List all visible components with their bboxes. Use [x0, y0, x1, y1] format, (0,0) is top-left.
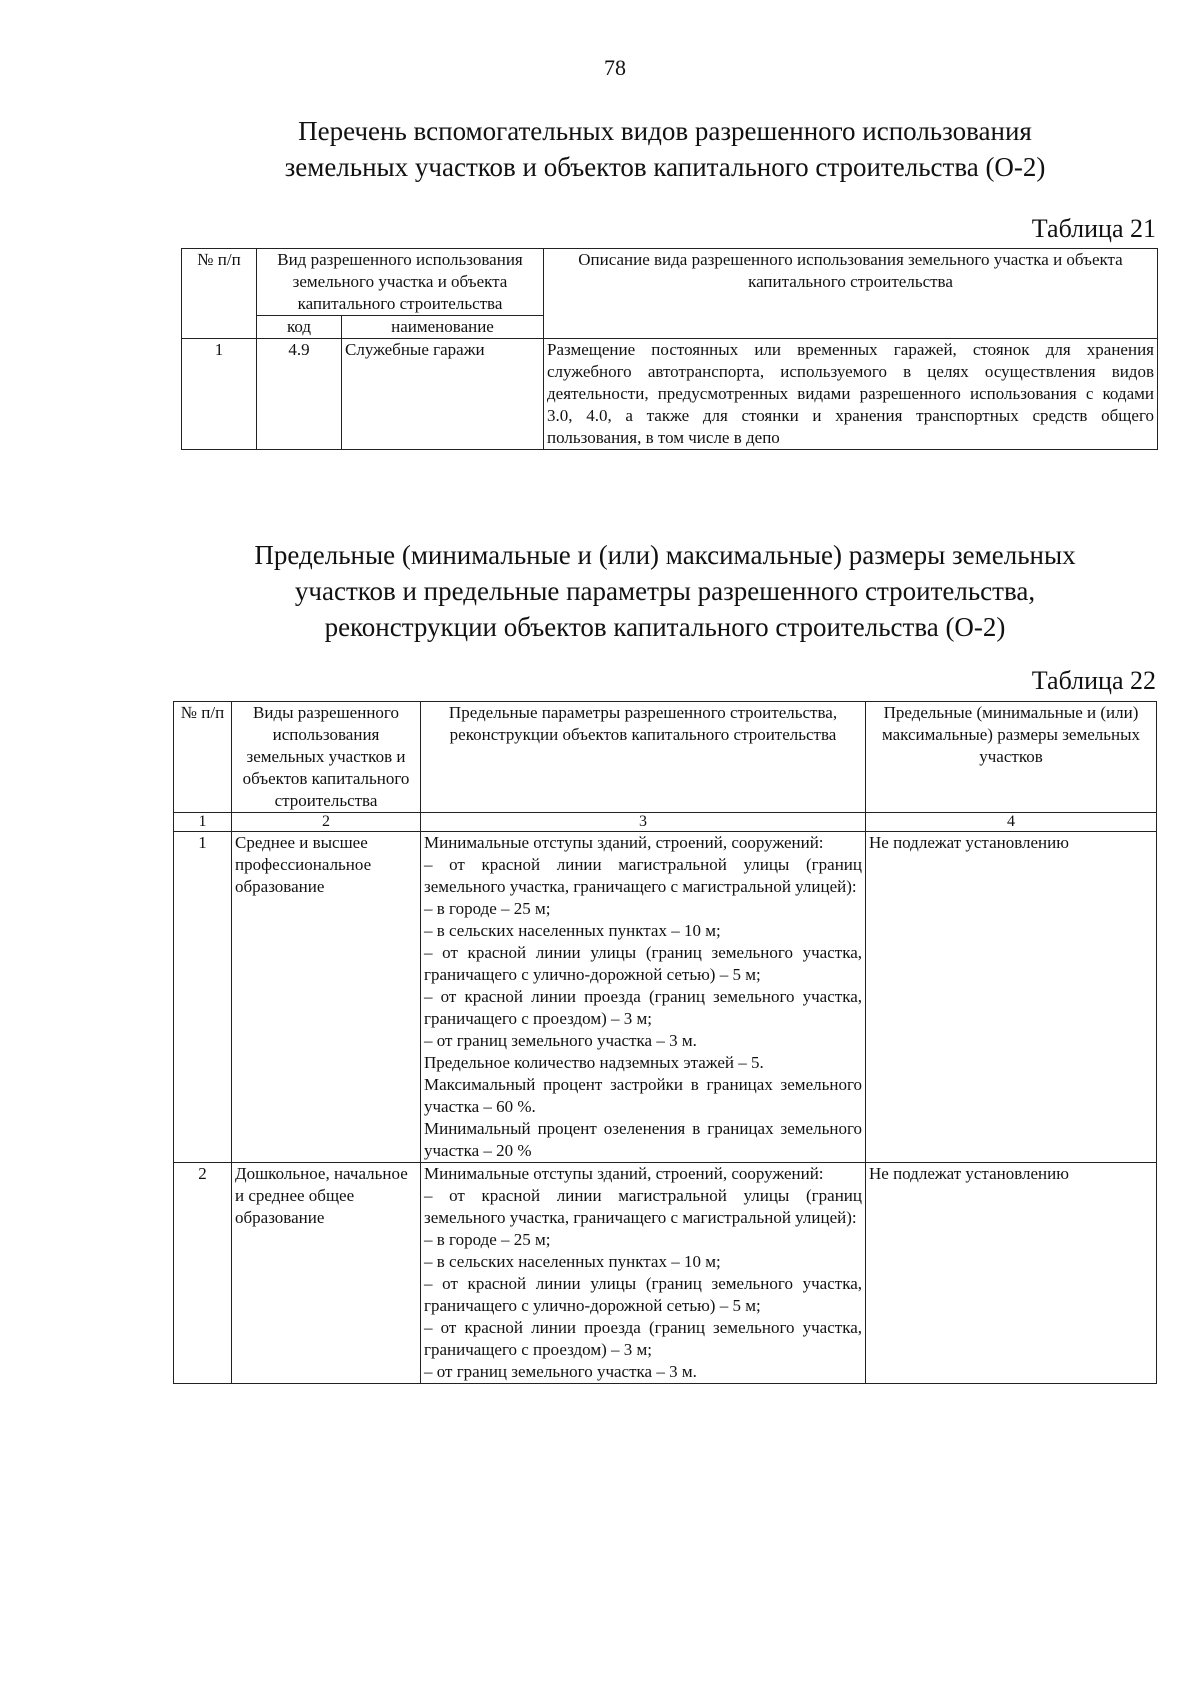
param-line: – от границ земельного участка – 3 м. [424, 1362, 697, 1381]
param-line: Минимальный процент озеленения в границах земельного участка – 20 % [424, 1119, 862, 1160]
title-line: реконструкции объектов капитального строительства (О-2) [324, 612, 1006, 642]
page-number: 78 [604, 55, 626, 80]
column-number: 2 [232, 813, 421, 832]
table-header-row [182, 249, 1158, 316]
row-sizes: Не подлежат установлению [866, 832, 1157, 1163]
column-numbers-row [174, 813, 1157, 832]
section-title-limits [170, 537, 1160, 645]
row-sizes: Не подлежат установлению [866, 1163, 1157, 1384]
header-num: № п/п [182, 249, 257, 339]
param-line: – от красной линии магистральной улицы (границ земельного участка, граничащего с магистральной улицей): [424, 1186, 862, 1227]
param-line: – от красной линии проезда (границ земельного участка, граничащего с проездом) – 3 м; [424, 1318, 862, 1359]
param-line: – в сельских населенных пунктах – 10 м; [424, 921, 721, 940]
column-number: 1 [174, 813, 232, 832]
title-line: земельных участков и объектов капитального строительства (О-2) [284, 152, 1046, 182]
column-number: 3 [421, 813, 866, 832]
title-line: участков и предельные параметры разрешенного строительства, [294, 576, 1036, 606]
column-number: 4 [866, 813, 1157, 832]
table-header-row [174, 702, 1157, 813]
title-line: Предельные (минимальные и (или) максимальные) размеры земельных [254, 540, 1076, 570]
param-line: Минимальные отступы зданий, строений, сооружений: [424, 1164, 824, 1183]
param-line: – в сельских населенных пунктах – 10 м; [424, 1252, 721, 1271]
row-name: Служебные гаражи [342, 339, 544, 450]
param-line: Предельное количество надземных этажей – 5. [424, 1053, 764, 1072]
param-line: – от красной линии улицы (границ земельного участка, граничащего с улично-дорожной сетью) – 5 м; [424, 1274, 862, 1315]
table-caption-21: Таблица 21 [1031, 214, 1156, 243]
header-kind: Вид разрешенного использования земельного участка и объекта капитального строительства [257, 249, 544, 316]
param-line: – в городе – 25 м; [424, 1230, 551, 1249]
row-kind: Среднее и высшее профессиональное образование [232, 832, 421, 1163]
param-line: – от красной линии проезда (границ земельного участка, граничащего с проездом) – 3 м; [424, 987, 862, 1028]
header-name: наименование [342, 316, 544, 339]
row-num: 1 [174, 832, 232, 1163]
header-num: № п/п [174, 702, 232, 813]
header-description: Описание вида разрешенного использования земельного участка и объекта капитального строительства [544, 249, 1158, 339]
table-row [174, 1163, 1157, 1384]
row-code: 4.9 [257, 339, 342, 450]
param-line: – от красной линии магистральной улицы (границ земельного участка, граничащего с магистральной улицей): [424, 855, 862, 896]
row-kind: Дошкольное, начальное и среднее общее образование [232, 1163, 421, 1384]
param-line: – от красной линии улицы (границ земельного участка, граничащего с улично-дорожной сетью) – 5 м; [424, 943, 862, 984]
header-kinds: Виды разрешенного использования земельных участков и объектов капитального строительства [232, 702, 421, 813]
table-22 [173, 701, 1157, 1384]
row-params [421, 1163, 866, 1384]
row-params [421, 832, 866, 1163]
row-num: 1 [182, 339, 257, 450]
header-sizes: Предельные (минимальные и (или) максимальные) размеры земельных участков [866, 702, 1157, 813]
table-caption-22: Таблица 22 [1031, 666, 1156, 695]
section-title-auxiliary-uses [170, 113, 1160, 185]
row-num: 2 [174, 1163, 232, 1384]
table-21 [181, 248, 1158, 450]
param-line: Минимальные отступы зданий, строений, сооружений: [424, 833, 824, 852]
header-code: код [257, 316, 342, 339]
param-line: – от границ земельного участка – 3 м. [424, 1031, 697, 1050]
table-row [182, 339, 1158, 450]
table-row [174, 832, 1157, 1163]
row-description: Размещение постоянных или временных гаражей, стоянок для хранения служебного автотранспорта, используемого в целях осуществления видов деятельности, предусмотренных видами разрешенного использования с кодами 3.0, 4.0, а также для стоянки и хранения транспортных средств общего пользования, в том числе в депо [544, 339, 1158, 450]
header-params: Предельные параметры разрешенного строительства, реконструкции объектов капитального строительства [421, 702, 866, 813]
param-line: Максимальный процент застройки в границах земельного участка – 60 %. [424, 1075, 862, 1116]
param-line: – в городе – 25 м; [424, 899, 551, 918]
title-line: Перечень вспомогательных видов разрешенного использования [298, 116, 1032, 146]
